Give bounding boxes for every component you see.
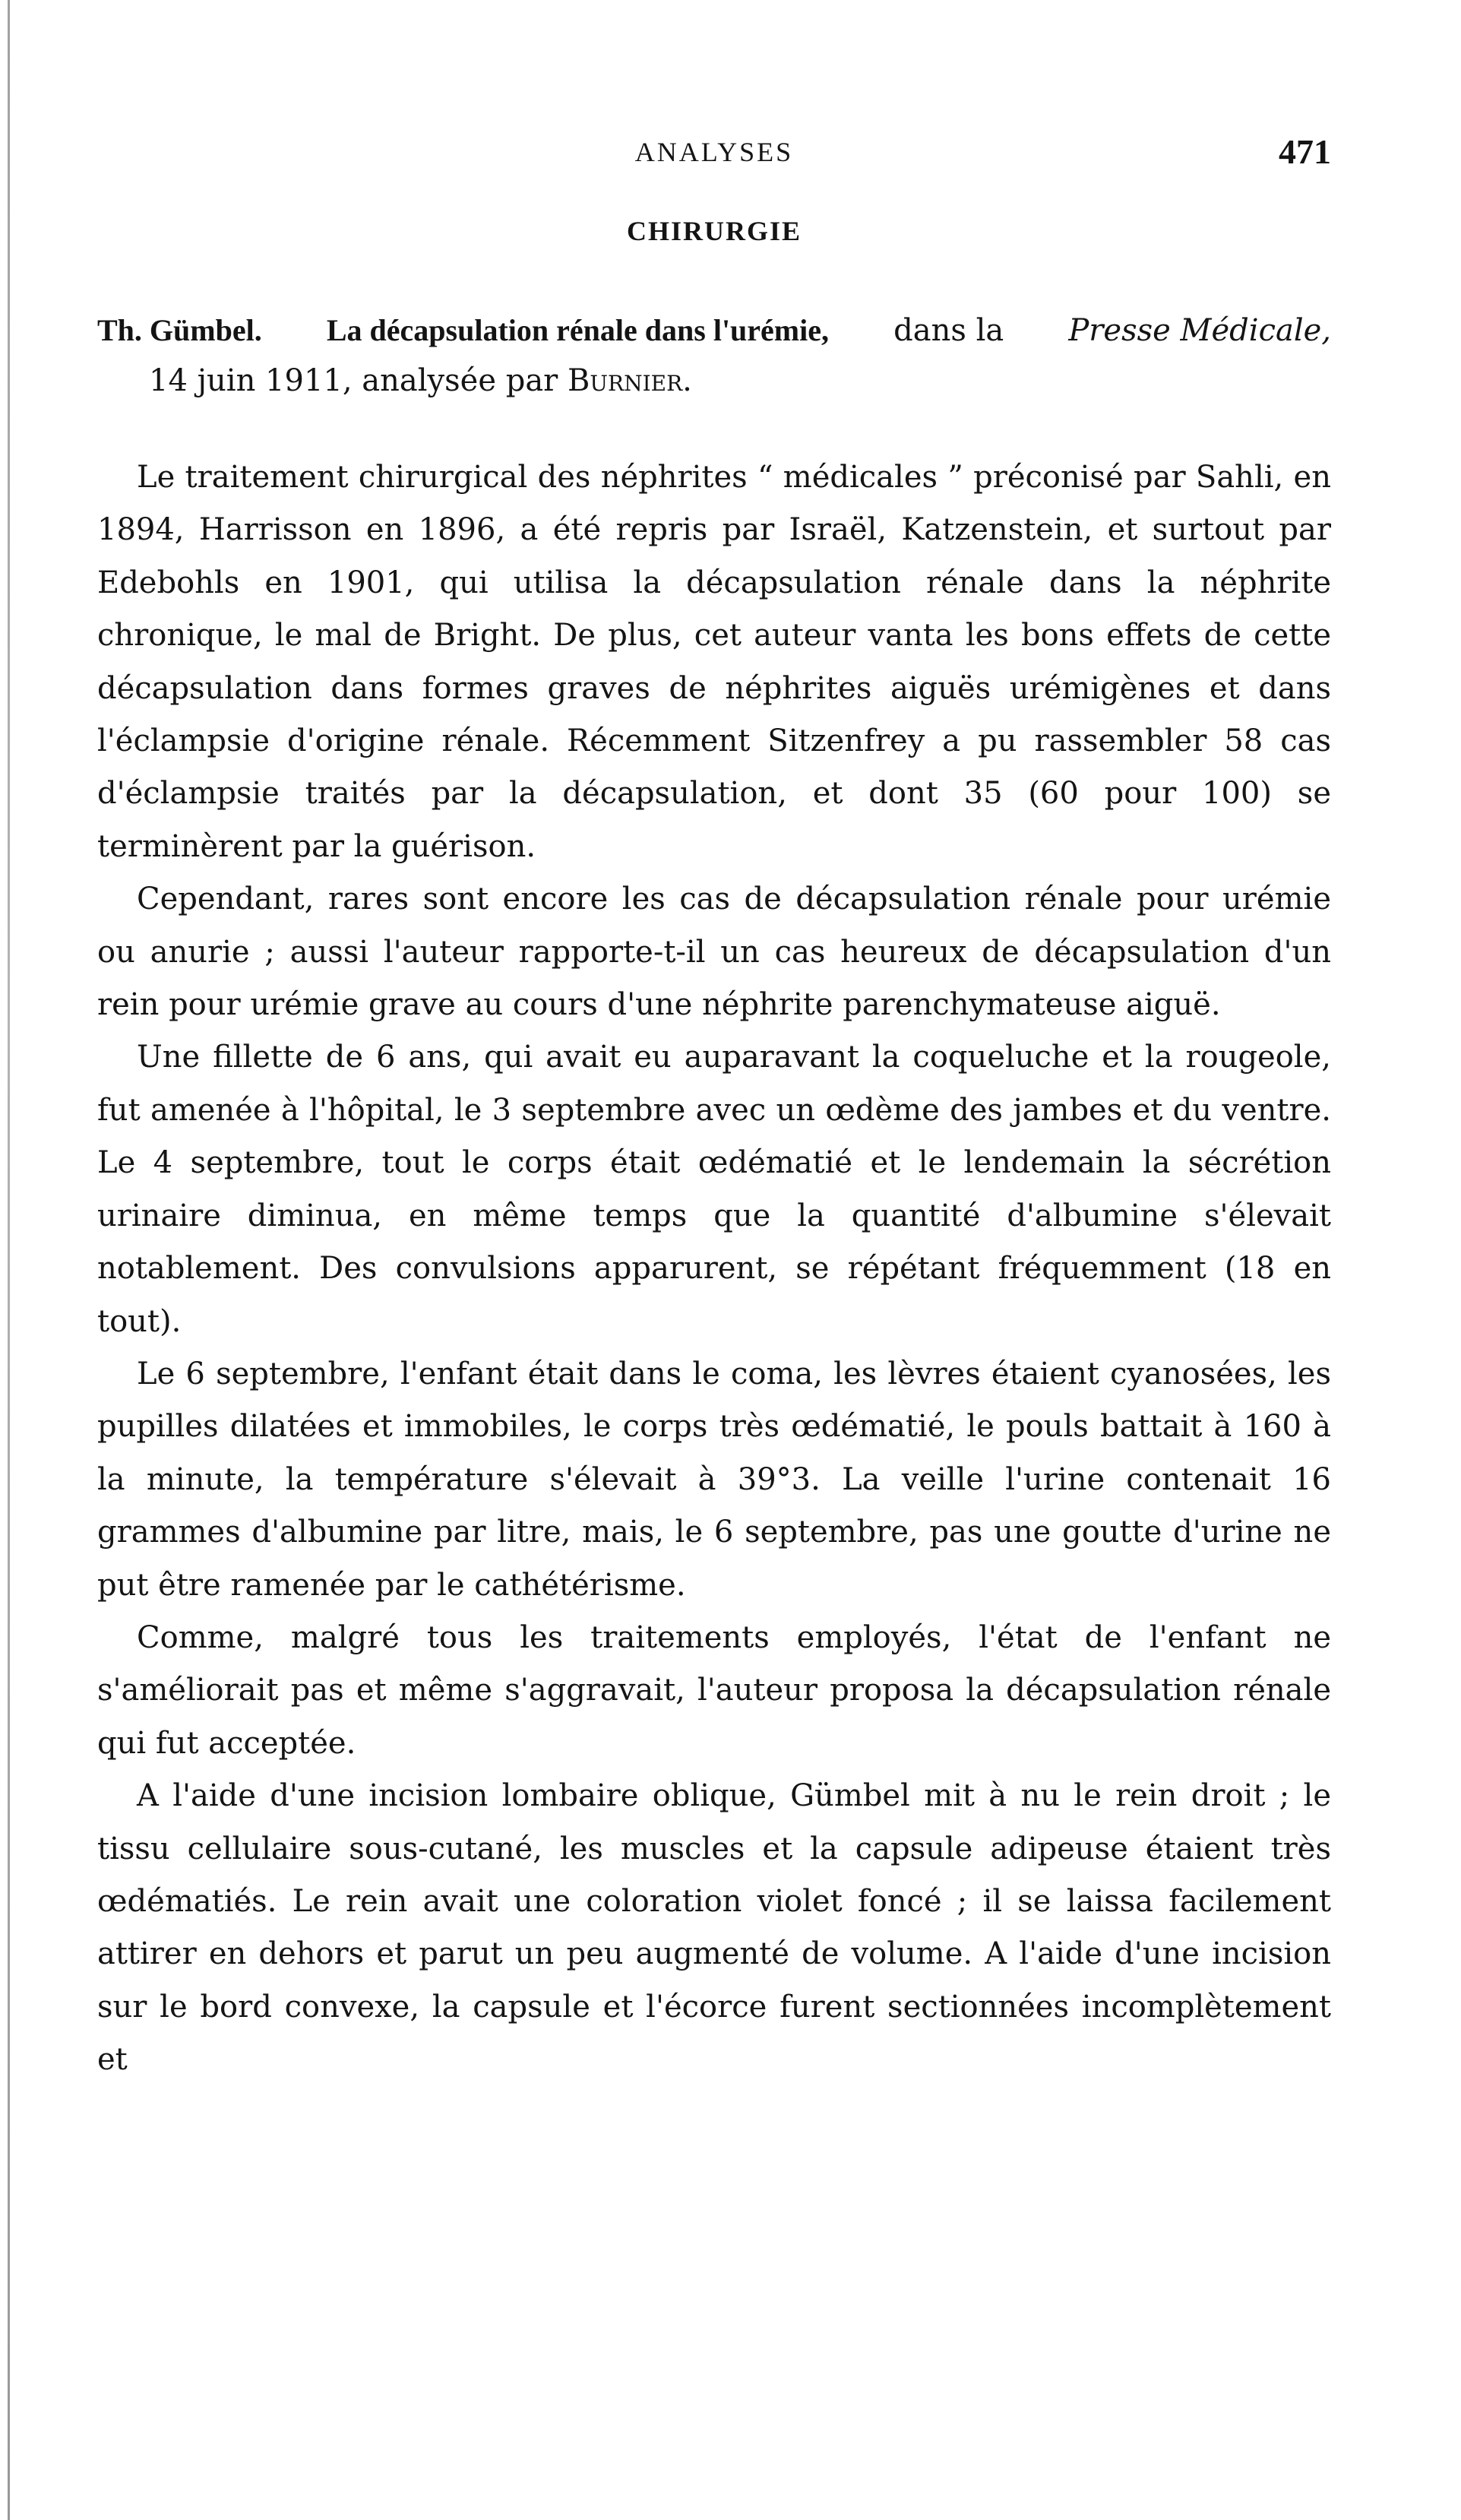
article-body [97,451,1331,2087]
paragraph: Une fillette de 6 ans, qui avait eu auparavant la coqueluche et la rougeole, fut amenée à l'hôpital, le 3 septembre avec un œdème des jambes et du ventre. Le 4 septembre, tout le corps était œdématié et le lendemain la sécrétion urinaire diminua, en même temps que la quantité d'albumine s'élevait notablement. Des convulsions apparurent, se répétant fréquemment (18 en tout). [97,1040,1331,1339]
reference-line-2 [97,356,1331,406]
reference-journal: Presse Médicale, [1068,313,1331,348]
paragraph: Le 6 septembre, l'enfant était dans le coma, les lèvres étaient cyanosées, les pupilles dilatées et immobiles, le corps très œdématié, le pouls battait à 160 à la minute, la température s'élevait à 39°3. La veille l'urine contenait 16 grammes d'albumine par litre, mais, le 6 septembre, pas une goutte d'urine ne put être ramenée par le cathétérisme. [97,1356,1331,1603]
reference-author: Th. Gümbel. [97,313,262,347]
reference-line-1 [97,306,1331,356]
scan-edge-line [8,0,10,2520]
section-title: CHIRURGIE [626,216,802,246]
running-title: ANALYSES [634,137,794,167]
paragraph: Cependant, rares sont encore les cas de décapsulation rénale pour urémie ou anurie ; aussi l'auteur rapporte-t-il un cas heureux de décapsulation d'un rein pour urémie grave au cours d'une néphrite parenchymateuse aiguë. [97,882,1331,1023]
page-number: 471 [1279,132,1331,171]
article-reference [97,306,1331,406]
paragraph: A l'aide d'une incision lombaire oblique, Gümbel mit à nu le rein droit ; le tissu cellulaire sous-cutané, les muscles et la capsule adipeuse étaient très œdématiés. Le rein avait une coloration violet foncé ; il se laissa facilement attirer en dehors et parut un peu augmenté de volume. A l'aide d'une incision sur le bord convexe, la capsule et l'écorce furent sectionnées incomplètement et [97,1778,1331,2078]
running-head [97,129,1331,175]
reference-details: 14 juin 1911, analysée par [149,363,558,398]
paragraph: Comme, malgré tous les traitements employés, l'état de l'enfant ne s'améliorait pas et même s'aggravait, l'auteur proposa la décapsulation rénale qui fut acceptée. [97,1619,1331,1761]
reference-prefix: dans la [893,313,1004,348]
paragraph: Le traitement chirurgical des néphrites “ médicales ” préconisé par Sahli, en 1894, Harrisson en 1896, a été repris par Israël, Katzenstein, et surtout par Edebohls en 1901, qui utilisa la décapsulation rénale dans la néphrite chronique, le mal de Bright. De plus, cet auteur vanta les bons effets de cette décapsulation dans formes graves de néphrites aiguës urémigènes et dans l'éclampsie d'origine rénale. Récemment Sitzenfrey a pu rassembler 58 cas d'éclampsie traités par la décapsulation, et dont 35 (60 pour 100) se terminèrent par la guérison. [97,460,1331,864]
reference-reviewer: Burnier. [568,363,692,398]
reference-title: La décapsulation rénale dans l'urémie, [326,313,829,347]
book-page [97,0,1331,2520]
